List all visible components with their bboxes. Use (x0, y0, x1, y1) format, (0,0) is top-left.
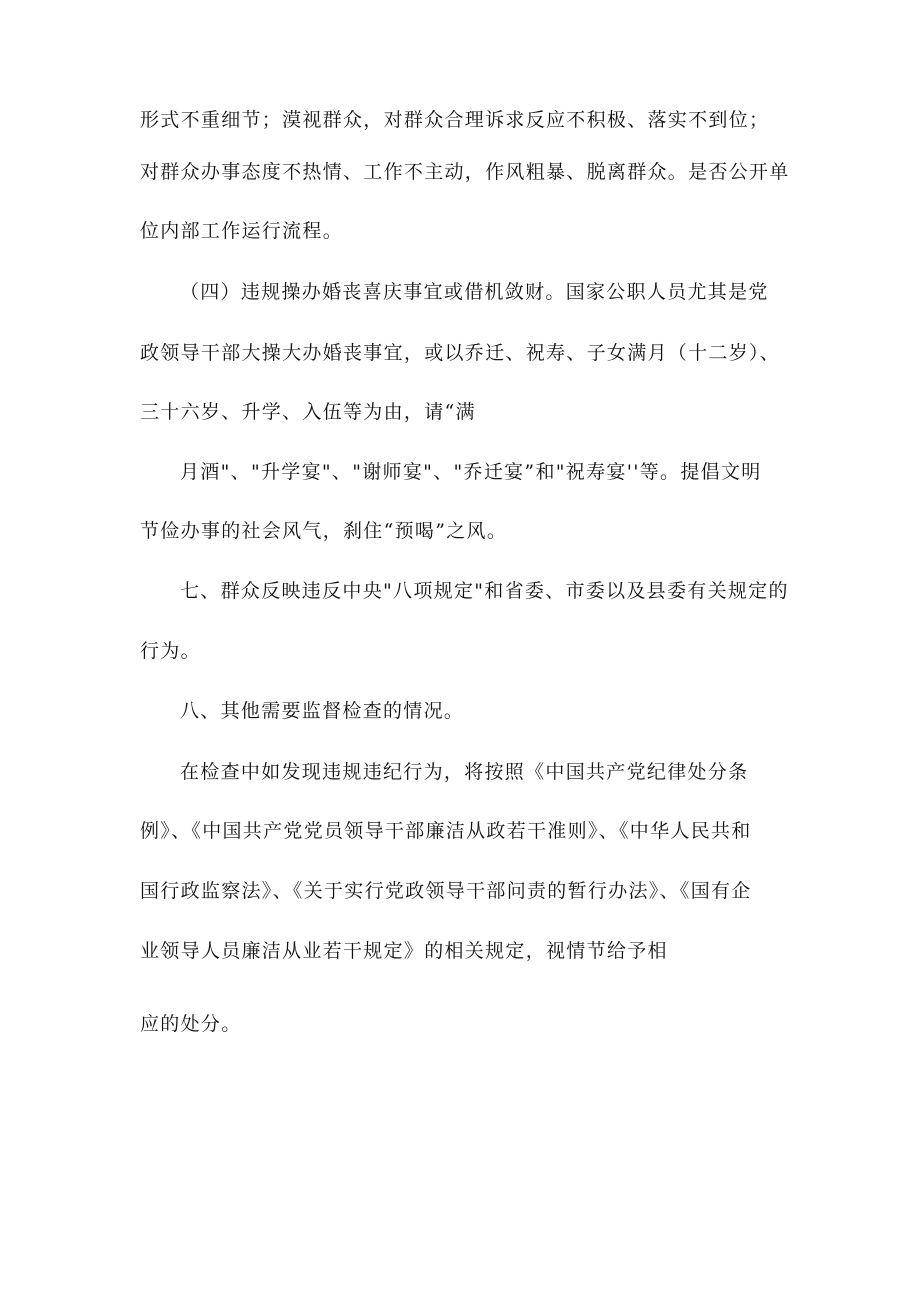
paragraph-line-4: （四）违规操办婚丧喜庆事宜或借机敛财。国家公职人员尤其是党 (180, 281, 769, 303)
paragraph-line-13: 例》、《中国共产党党员领导干部廉洁从政若干准则》、《中华人民共和 (140, 820, 752, 842)
paragraph-line-10: 行为。 (140, 640, 201, 662)
paragraph-line-3: 位内部工作运行流程。 (140, 220, 344, 242)
paragraph-line-15: 业领导人员廉洁从业若干规定》的相关规定，视情节给予相 (140, 940, 668, 962)
paragraph-line-16: 应的处分。 (140, 1013, 242, 1035)
paragraph-line-11: 八、其他需要监督检查的情况。 (180, 700, 465, 722)
paragraph-line-5: 政领导干部大操大办婚丧事宜，或以乔迁、祝寿、子女满月（十二岁）、 (140, 342, 781, 364)
paragraph-line-14: 国行政监察法》、《关于实行党政领导干部问责的暂行办法》、《国有企 (140, 880, 752, 902)
paragraph-line-7: 月酒"、"升学宴"、"谢师宴"、"乔迁宴”和"祝寿宴''等。提倡文明 (180, 461, 762, 483)
paragraph-line-2: 对群众办事态度不热情、工作不主动，作风粗暴、脱离群众。是否公开单 (140, 161, 790, 183)
paragraph-line-6: 三十六岁、升学、入伍等为由，请“满 (140, 401, 476, 423)
paragraph-line-1: 形式不重细节；漠视群众，对群众合理诉求反应不积极、落实不到位； (140, 109, 770, 131)
paragraph-line-8: 节俭办事的社会风气，刹住“预喝”之风。 (140, 520, 508, 542)
paragraph-line-12: 在检查中如发现违规违纪行为，将按照《中国共产党纪律处分条 (180, 761, 749, 783)
paragraph-line-9: 七、群众反映违反中央"八项规定"和省委、市委以及县委有关规定的 (180, 580, 789, 602)
